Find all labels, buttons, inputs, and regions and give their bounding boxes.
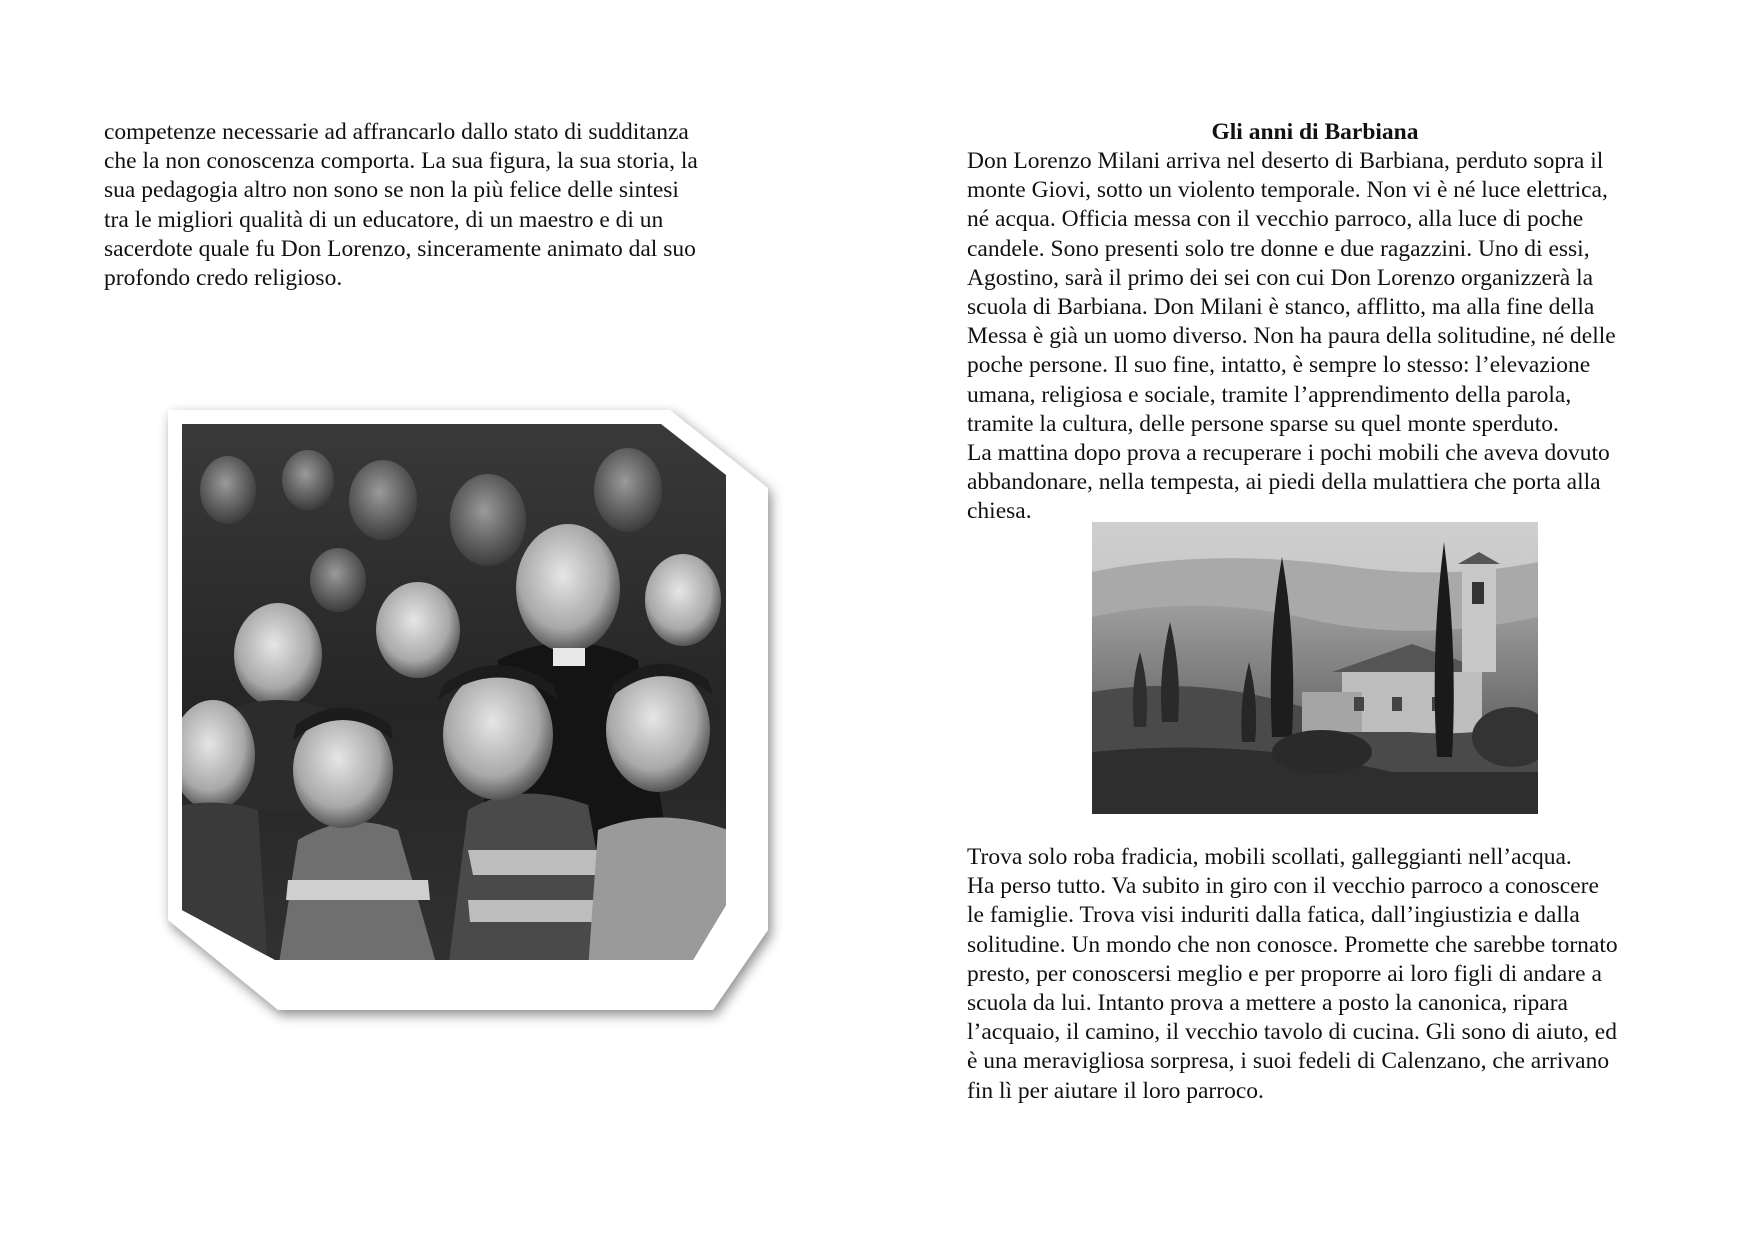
barbiana-church-photo <box>1092 522 1538 814</box>
right-column-paragraph-1: Don Lorenzo Milani arriva nel deserto di Barbiana, perduto sopra il monte Giovi, sotto un violento temporale. Non vi è né luce elettrica, né acqua. Officia messa con il vecchio parroco, alla luce di poche candele. Sono presenti solo tre donne e due ragazzini. Uno di essi, Agostino, sarà il primo dei sei con cui Don Lorenzo organizzerà la scuola di Barbiana. Don Milani è stanco, afflitto, ma alla fine della Messa è già un uomo diverso. Non ha paura della solitudine, né delle poche persone. Il suo fine, intatto, è sempre lo stesso: l’elevazione umana, religiosa e sociale, tramite l’apprendimento della parola, tramite la cultura, delle persone sparse su quel monte sperduto. La mattina dopo prova a recuperare i pochi mobili che aveva dovuto abbandonare, nella tempesta, ai piedi della mulattiera che porta alla chiesa. <box>967 148 1616 525</box>
left-column-paragraph: competenze necessarie ad affrancarlo dallo stato di sudditanza che la non conoscenza comporta. La sua figura, la sua storia, la sua pedagogia altro non sono se non la più felice delle sintesi tra le migliori qualità di un educatore, di un maestro e di un sacerdote quale fu Don Lorenzo, sinceramente animato dal suo profondo credo religioso. <box>104 119 698 292</box>
right-column-paragraph-2: Trova solo roba fradicia, mobili scollati, galleggianti nell’acqua. Ha perso tutto. Va subito in giro con il vecchio parroco a conoscere le famiglie. Trova visi induriti dalla fatica, dall’ingiustizia e dalla solitudine. Un mondo che non conosce. Promette che sarebbe tornato presto, per conoscersi meglio e per proporre ai loro figli di andare a scuola da lui. Intanto prova a mettere a posto la canonica, ripara l’acquaio, il camino, il vecchio tavolo di cucina. Gli sono di aiuto, ed è una meravigliosa sorpresa, i suoi fedeli di Calenzano, che arrivano fin lì per aiutare il loro parroco. <box>967 844 1618 1104</box>
children-priest-photo <box>168 410 768 1015</box>
section-heading: Gli anni di Barbiana <box>1211 119 1419 145</box>
